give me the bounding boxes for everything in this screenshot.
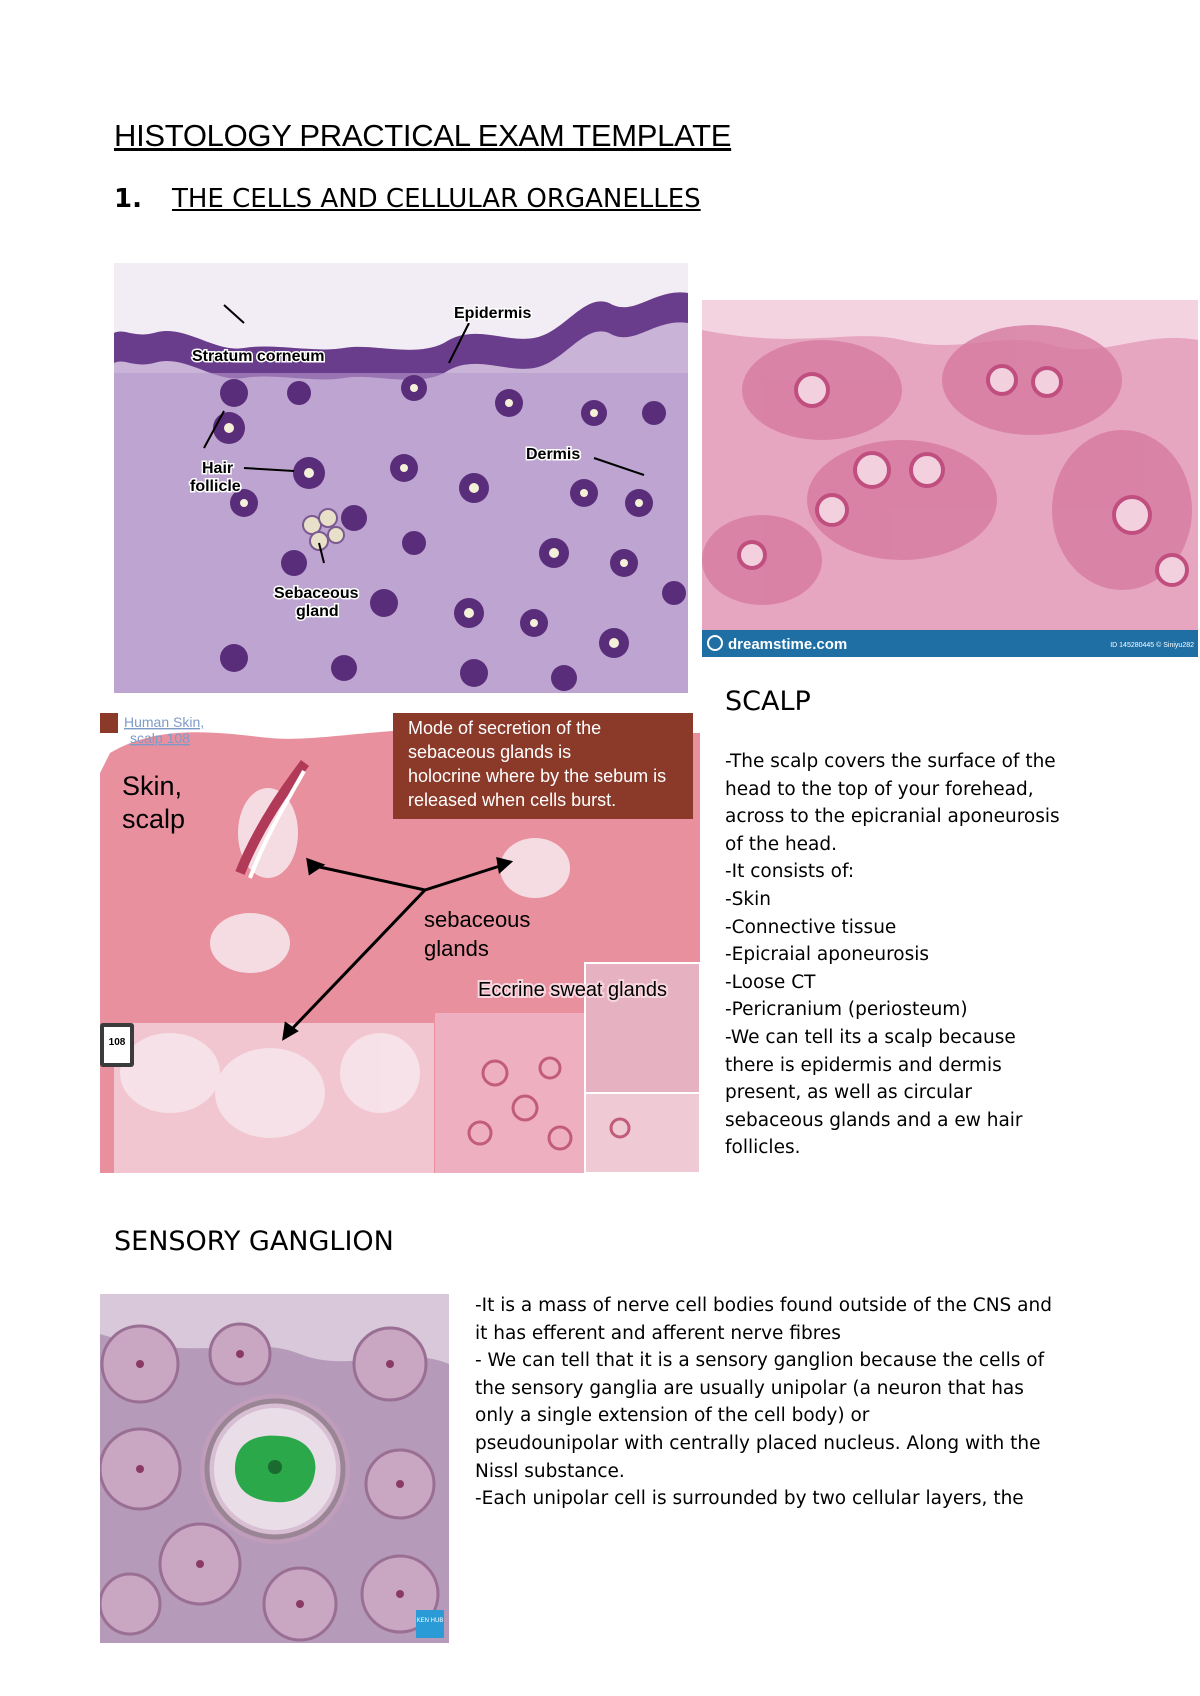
scalp-line: -Epicraial aponeurosis xyxy=(725,944,930,966)
sensory-ganglion-heading: SENSORY GANGLION xyxy=(114,1226,394,1257)
callout-line-4: released when cells burst. xyxy=(408,790,617,810)
slide-number: 108 xyxy=(108,1037,126,1048)
label-eccrine-sweat-glands: Eccrine sweat glands xyxy=(478,979,667,1001)
ganglion-line: -It is a mass of nerve cell bodies found outside of the CNS and xyxy=(475,1295,1052,1316)
ganglion-line: the sensory ganglia are usually unipolar (a neuron that has xyxy=(475,1377,1024,1399)
document-title: HISTOLOGY PRACTICAL EXAM TEMPLATE xyxy=(114,118,732,153)
scalp-line: -Pericranium (periosteum) xyxy=(725,999,968,1021)
scalp-line: there is epidermis and dermis xyxy=(725,1054,1002,1076)
label-follicle: follicle xyxy=(190,478,241,495)
scalp-line: follicles. xyxy=(725,1137,801,1159)
corner-link-line1: Human Skin, xyxy=(124,714,205,730)
sensory-ganglion-description xyxy=(475,1292,1052,1513)
ganglion-line: - We can tell that it is a sensory ganglion because the cells of xyxy=(475,1350,1045,1372)
label-dermis: Dermis xyxy=(526,446,581,463)
label-sebaceous-glands-1: sebaceous xyxy=(424,907,531,932)
kenhub-badge: KEN HUB xyxy=(416,1618,444,1624)
skin-histology-image xyxy=(114,263,688,693)
section-title: THE CELLS AND CELLULAR ORGANELLES xyxy=(171,184,701,214)
scalp-line: present, as well as circular xyxy=(725,1082,972,1104)
ganglion-line: it has efferent and afferent nerve fibres xyxy=(475,1322,841,1344)
label-sebaceous-glands-2: glands xyxy=(424,936,489,961)
scalp-line: across to the epicranial aponeurosis xyxy=(725,806,1060,828)
sensory-ganglion-figure xyxy=(100,1294,449,1643)
callout-line-1: Mode of secretion of the xyxy=(408,718,602,738)
scalp-line: -The scalp covers the surface of the xyxy=(725,751,1056,772)
section-number: 1. xyxy=(114,184,142,214)
skin-scalp-figure xyxy=(100,713,700,1173)
ganglion-line: -Each unipolar cell is surrounded by two cellular layers, the xyxy=(475,1488,1024,1510)
scalp-line: -It consists of: xyxy=(725,861,855,883)
dreamstime-id: ID 145280445 © Siniyu282 xyxy=(1110,642,1194,649)
scalp-heading: SCALP xyxy=(725,686,811,717)
callout-line-3: holocrine where by the sebum is xyxy=(408,766,667,786)
scalp-line: -Connective tissue xyxy=(725,916,897,938)
scalp-stock-image xyxy=(702,300,1198,657)
callout-line-2: sebaceous glands is xyxy=(408,742,572,762)
ganglion-line: only a single extension of the cell body) or xyxy=(475,1405,870,1427)
label-sebaceous: Sebaceous xyxy=(274,585,359,602)
scalp-line: -We can tell its a scalp because xyxy=(725,1026,1016,1048)
dreamstime-watermark: dreamstime.com xyxy=(728,636,848,653)
label-hair: Hair xyxy=(202,460,234,477)
scalp-line: sebaceous glands and a ew hair xyxy=(725,1109,1023,1131)
label-stratum-corneum: Stratum corneum xyxy=(192,348,325,365)
scalp-line: -Skin xyxy=(725,888,771,910)
scalp-line: head to the top of your forehead, xyxy=(725,778,1034,800)
scalp-line: -Loose CT xyxy=(725,971,816,993)
scalp-line: of the head. xyxy=(725,833,838,855)
sensory-ganglion-image xyxy=(100,1294,449,1643)
figure-title-line2: scalp xyxy=(122,804,186,834)
label-gland: gland xyxy=(296,603,339,620)
scalp-description xyxy=(725,748,1060,1162)
skin-histology-figure xyxy=(114,263,688,693)
skin-scalp-image xyxy=(100,713,700,1173)
section-heading xyxy=(114,184,701,214)
ganglion-line: Nissl substance. xyxy=(475,1460,625,1482)
corner-link-line2: scalp 108 xyxy=(130,730,190,746)
scalp-stock-figure xyxy=(702,300,1198,657)
ganglion-line: pseudounipolar with centrally placed nucleus. Along with the xyxy=(475,1432,1041,1454)
figure-title-line1: Skin, xyxy=(122,771,183,801)
label-epidermis: Epidermis xyxy=(454,305,532,322)
